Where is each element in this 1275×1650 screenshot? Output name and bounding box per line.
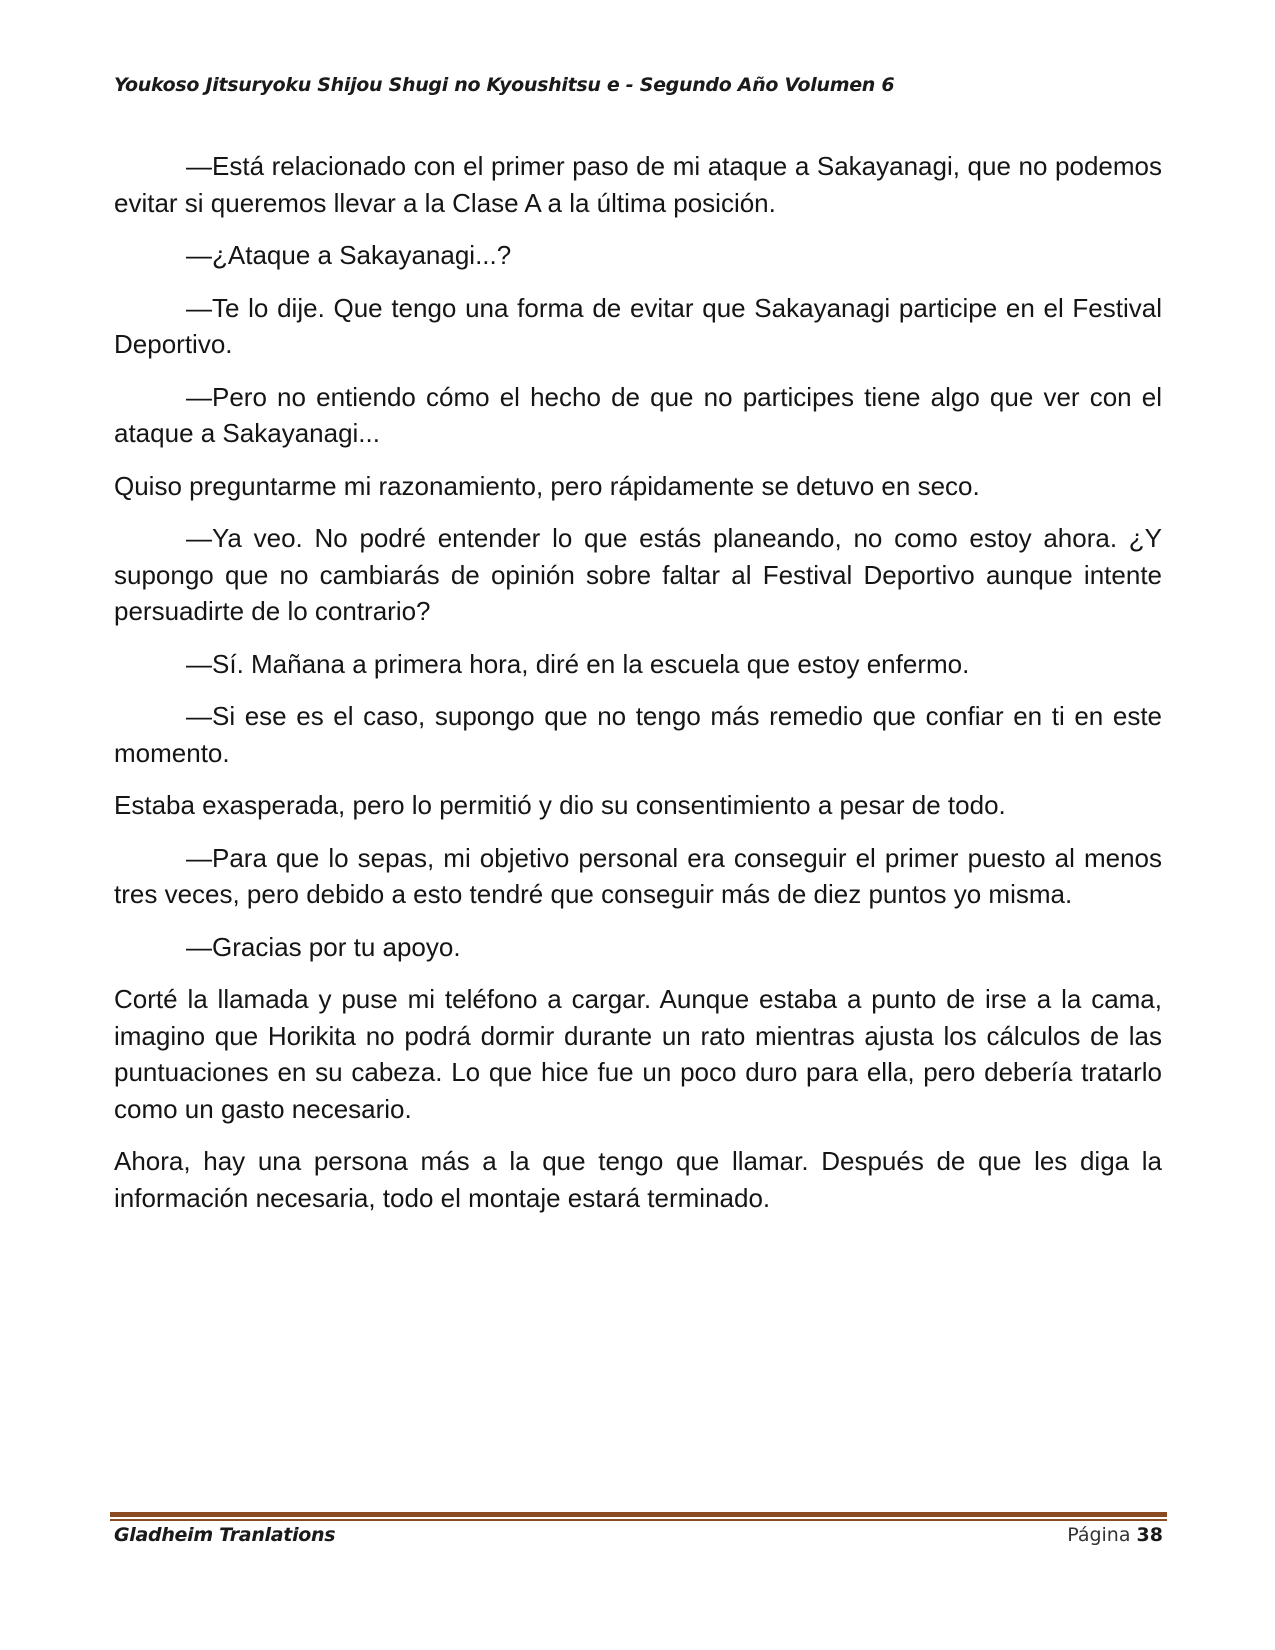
page-header-title: Youkoso Jitsuryoku Shijou Shugi no Kyoushitsu e - Segundo Año Volumen 6 xyxy=(114,74,895,96)
page-number: 38 xyxy=(1136,1524,1163,1546)
paragraph: Estaba exasperada, pero lo permitió y dio su consentimiento a pesar de todo. xyxy=(114,790,1006,820)
paragraph: —Para que lo sepas, mi objetivo personal era conseguir el primer puesto al menos tres veces, pero debido a esto tendré que conseguir más de diez puntos yo misma. xyxy=(114,842,1162,909)
paragraph: Corté la llamada y puse mi teléfono a cargar. Aunque estaba a punto de irse a la cama, imagino que Horikita no podrá dormir durante un rato mientras ajusta los cálculos de las puntuaciones en su cabeza. Lo que hice fue un poco duro para ella, pero debería tratarlo como un gasto necesario. xyxy=(114,984,1162,1124)
paragraph: Ahora, hay una persona más a la que tengo que llamar. Después de que les diga la información necesaria, todo el montaje estará terminado. xyxy=(114,1146,1162,1213)
page-label: Página xyxy=(1067,1524,1131,1546)
paragraph: —Si ese es el caso, supongo que no tengo más remedio que confiar en ti en este momento. xyxy=(114,701,1162,768)
footer-divider xyxy=(110,1512,1167,1517)
body-text xyxy=(114,148,1162,1232)
paragraph: —Sí. Mañana a primera hora, diré en la escuela que estoy enfermo. xyxy=(186,648,970,679)
paragraph: —¿Ataque a Sakayanagi...? xyxy=(186,240,512,270)
paragraph: —Está relacionado con el primer paso de mi ataque a Sakayanagi, que no podemos evitar si queremos llevar a la Clase A a la última posición. xyxy=(114,151,1162,218)
paragraph: Quiso preguntarme mi razonamiento, pero rápidamente se detuvo en seco. xyxy=(114,470,980,501)
footer-divider-thin xyxy=(110,1519,1167,1521)
paragraph: —Gracias por tu apoyo. xyxy=(186,931,461,962)
paragraph: —Pero no entiendo cómo el hecho de que no participes tiene algo que ver con el ataque a Sakayanagi... xyxy=(114,381,1162,448)
footer-credit: Gladheim Tranlations xyxy=(114,1524,336,1546)
paragraph: —Ya veo. No podré entender lo que estás planeando, no como estoy ahora. ¿Y supongo que no cambiarás de opinión sobre faltar al Festival Deportivo aunque intente persuadirte de lo contrario? xyxy=(114,523,1162,626)
page-indicator xyxy=(1067,1524,1163,1546)
paragraph: —Te lo dije. Que tengo una forma de evitar que Sakayanagi participe en el Festival Deportivo. xyxy=(114,292,1162,359)
